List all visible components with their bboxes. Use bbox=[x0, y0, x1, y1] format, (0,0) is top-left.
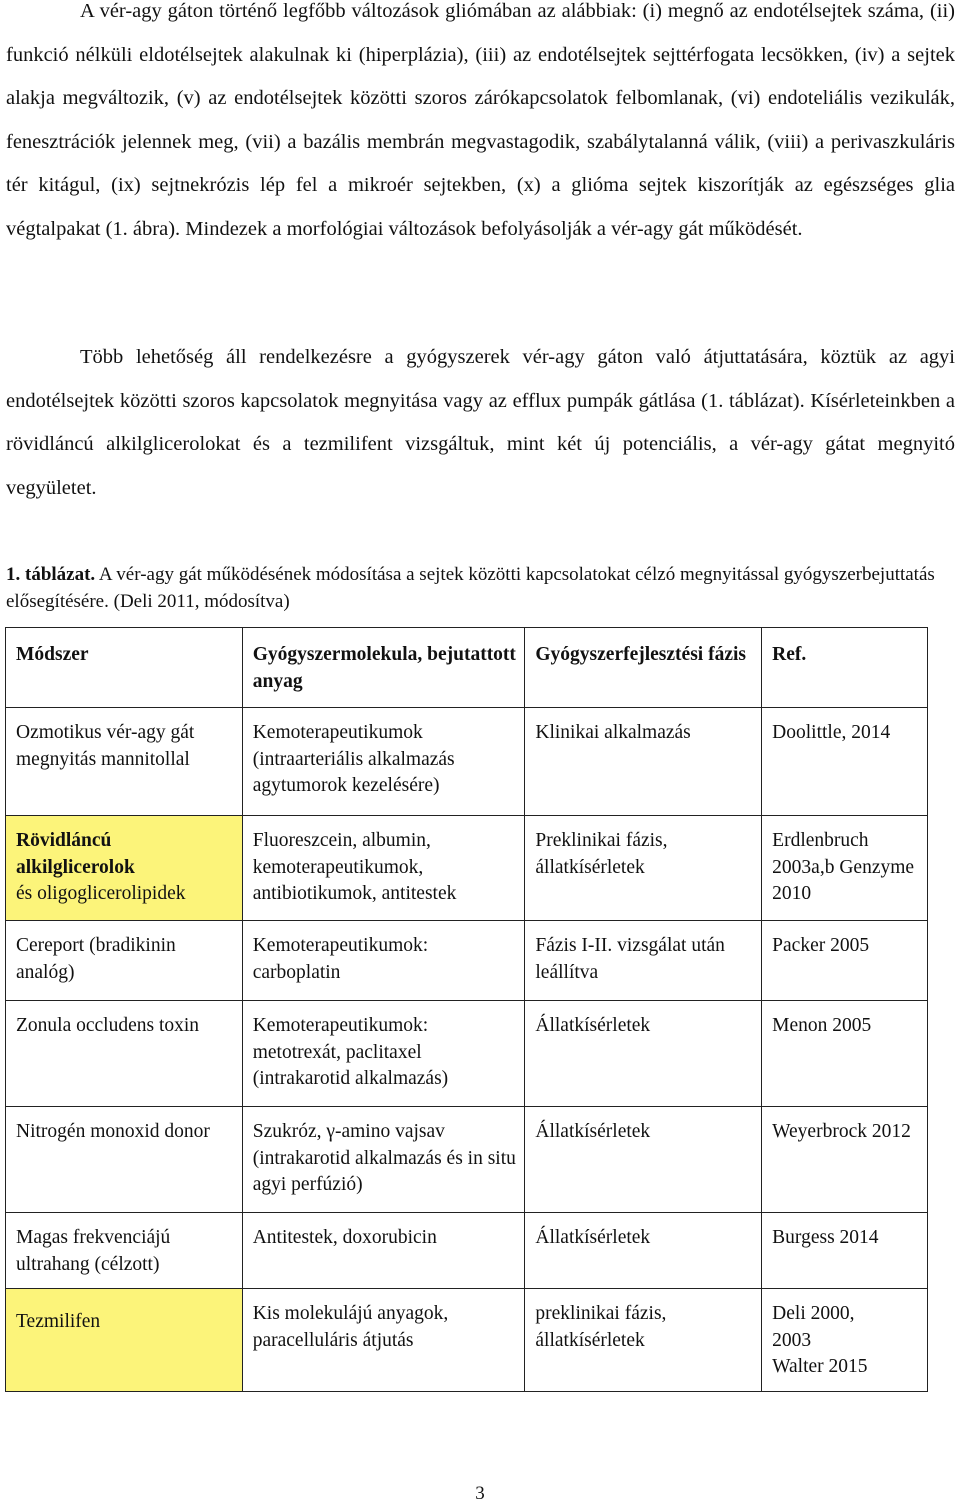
table-row bbox=[6, 708, 928, 816]
body-paragraph-1: A vér-agy gáton történő legfőbb változások gliómában az alábbiak: (i) megnő az endotélsejtek száma, (ii) funkció nélküli eldotélsejtek alakulnak ki (hiperplázia), (iii) az endotélsejtek sejttérfogata lecsökken, (iv) a sejtek alakja megváltozik, (v) az endotélsejtek közötti szoros zárókapcsolatok felbomlanak, (vi) endoteliális vezikulák, fenesztrációk jelennek meg, (vii) a bazális membrán megvastagodik, szabálytalanná válik, (viii) a perivaszkuláris tér kitágul, (ix) sejtnekrózis lép fel a mikroér sejtekben, (x) a glióma sejtek kiszorítják az egészséges glia végtalpakat (1. ábra). Mindezek a morfológiai változások befolyásolják a vér-agy gát működését. bbox=[6, 0, 955, 240]
cell-ref: Packer 2005 bbox=[762, 921, 928, 1001]
cell-molecule: Kemoterapeutikumok: carboplatin bbox=[242, 921, 525, 1001]
cell-ref bbox=[762, 1289, 928, 1392]
table-caption-label: 1. táblázat. bbox=[6, 564, 96, 585]
table-caption bbox=[6, 561, 955, 615]
table-row bbox=[6, 1289, 928, 1392]
method-bold-text: Rövidláncú alkilglicerolok bbox=[16, 830, 135, 878]
cell-method-highlighted bbox=[6, 816, 243, 921]
header-phase: Gyógyszerfejlesztési fázis bbox=[525, 628, 762, 708]
cell-ref: Burgess 2014 bbox=[762, 1213, 928, 1289]
page-number: 3 bbox=[475, 1483, 485, 1504]
cell-molecule: Szukróz, γ-amino vajsav (intrakarotid alkalmazás és in situ agyi perfúzió) bbox=[242, 1107, 525, 1213]
cell-molecule: Kemoterapeutikumok (intraarteriális alkalmazás agytumorok kezelésére) bbox=[242, 708, 525, 816]
header-method: Módszer bbox=[6, 628, 243, 708]
cell-method: Zonula occludens toxin bbox=[6, 1001, 243, 1107]
cell-method-highlighted: Tezmilifen bbox=[6, 1289, 243, 1392]
cell-ref: Doolittle, 2014 bbox=[762, 708, 928, 816]
ref-line: 2003 bbox=[772, 1329, 812, 1351]
cell-molecule: Antitestek, doxorubicin bbox=[242, 1213, 525, 1289]
ref-line: Deli 2000, bbox=[772, 1303, 855, 1324]
cell-phase: Klinikai alkalmazás bbox=[525, 708, 762, 816]
cell-molecule: Kis molekulájú anyagok, paracelluláris átjutás bbox=[242, 1289, 525, 1392]
cell-phase: Fázis I-II. vizsgálat után leállítva bbox=[525, 921, 762, 1001]
cell-molecule: Kemoterapeutikumok: metotrexát, paclitaxel (intrakarotid alkalmazás) bbox=[242, 1001, 525, 1107]
cell-phase: preklinikai fázis, állatkísérletek bbox=[525, 1289, 762, 1392]
table-row bbox=[6, 1001, 928, 1107]
table-row bbox=[6, 1213, 928, 1289]
table-header-row bbox=[6, 628, 928, 708]
table-row bbox=[6, 921, 928, 1001]
cell-phase: Állatkísérletek bbox=[525, 1213, 762, 1289]
table-row bbox=[6, 816, 928, 921]
methods-table bbox=[5, 627, 928, 1392]
body-paragraph-2: Több lehetőség áll rendelkezésre a gyógyszerek vér-agy gáton való átjuttatására, köztük az agyi endotélsejtek közötti szoros kapcsolatok megnyitása vagy az efflux pumpák gátlása (1. táblázat). Kísérleteinkben a rövidláncú alkilglicerolokat és a tezmilifent vizsgáltuk, mint két új potenciális, a vér-agy gátat megnyitó vegyületet. bbox=[6, 346, 955, 499]
cell-method: Ozmotikus vér-agy gát megnyitás mannitollal bbox=[6, 708, 243, 816]
cell-ref: Erdlenbruch 2003a,b Genzyme 2010 bbox=[762, 816, 928, 921]
method-rest-text: és oligoglicerolipidek bbox=[16, 883, 186, 904]
header-ref: Ref. bbox=[762, 628, 928, 708]
cell-method: Magas frekvenciájú ultrahang (célzott) bbox=[6, 1213, 243, 1289]
header-molecule: Gyógyszermolekula, bejutattott anyag bbox=[242, 628, 525, 708]
ref-line: Walter 2015 bbox=[772, 1356, 868, 1377]
table-caption-text: A vér-agy gát működésének módosítása a sejtek közötti kapcsolatokat célzó megnyitással gyógyszerbejuttatás elősegítésére. (Deli 2011, módosítva) bbox=[6, 564, 935, 612]
table-row bbox=[6, 1107, 928, 1213]
cell-method: Nitrogén monoxid donor bbox=[6, 1107, 243, 1213]
cell-method: Cereport (bradikinin analóg) bbox=[6, 921, 243, 1001]
cell-ref: Menon 2005 bbox=[762, 1001, 928, 1107]
cell-phase: Állatkísérletek bbox=[525, 1001, 762, 1107]
cell-phase: Állatkísérletek bbox=[525, 1107, 762, 1213]
cell-ref: Weyerbrock 2012 bbox=[762, 1107, 928, 1213]
cell-molecule: Fluoreszcein, albumin, kemoterapeutikumok, antibiotikumok, antitestek bbox=[242, 816, 525, 921]
cell-phase: Preklinikai fázis, állatkísérletek bbox=[525, 816, 762, 921]
